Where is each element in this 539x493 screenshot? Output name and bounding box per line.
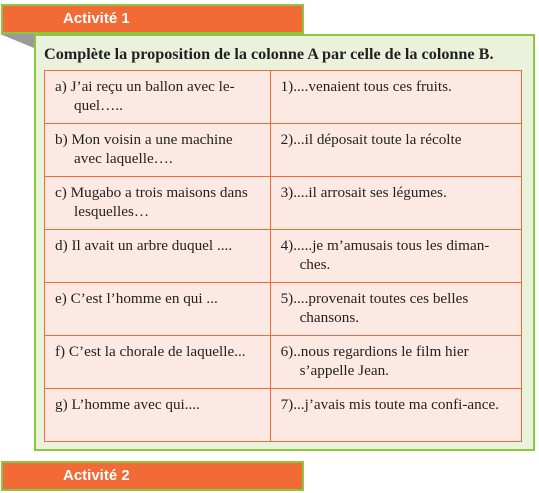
table-row — [45, 230, 522, 283]
activity-2-header — [1, 461, 304, 491]
column-b-cell: 1)....venaient tous ces fruits. — [270, 71, 521, 124]
table-row — [45, 389, 522, 442]
instruction-text: Complète la proposition de la colonne A par celle de la colonne B. — [44, 45, 494, 63]
column-b-cell: 2)...il déposait toute la récolte — [270, 124, 521, 177]
column-a-cell: d) Il avait un arbre duquel .... — [45, 230, 271, 283]
column-a-cell: e) C’est l’homme en qui ... — [45, 283, 271, 336]
table-row — [45, 71, 522, 124]
activity-1-header — [1, 4, 304, 34]
column-a-cell: f) C’est la chorale de laquelle... — [45, 336, 271, 389]
column-b-cell: 4).....je m’amusais tous les diman-ches. — [270, 230, 521, 283]
column-a-cell: c) Mugabo a trois maisons dans lesquelles… — [45, 177, 271, 230]
column-b-cell: 3)....il arrosait ses légumes. — [270, 177, 521, 230]
table-row — [45, 177, 522, 230]
table-row — [45, 124, 522, 177]
activity-2-title: Activité 2 — [63, 467, 130, 484]
column-b-cell: 6)..nous regardions le film hier s’appelle Jean. — [270, 336, 521, 389]
column-a-cell: a) J’ai reçu un ballon avec le-quel….. — [45, 71, 271, 124]
column-a-cell: g) L’homme avec qui.... — [45, 389, 271, 442]
matching-table — [44, 70, 522, 442]
column-b-cell: 5)....provenait toutes ces belles chansons. — [270, 283, 521, 336]
column-a-cell: b) Mon voisin a une machine avec laquelle…. — [45, 124, 271, 177]
activity-1-title: Activité 1 — [63, 10, 130, 27]
header-fold-decoration — [0, 34, 34, 48]
column-b-cell: 7)...j’avais mis toute ma confi-ance. — [270, 389, 521, 442]
table-row — [45, 336, 522, 389]
table-row — [45, 283, 522, 336]
